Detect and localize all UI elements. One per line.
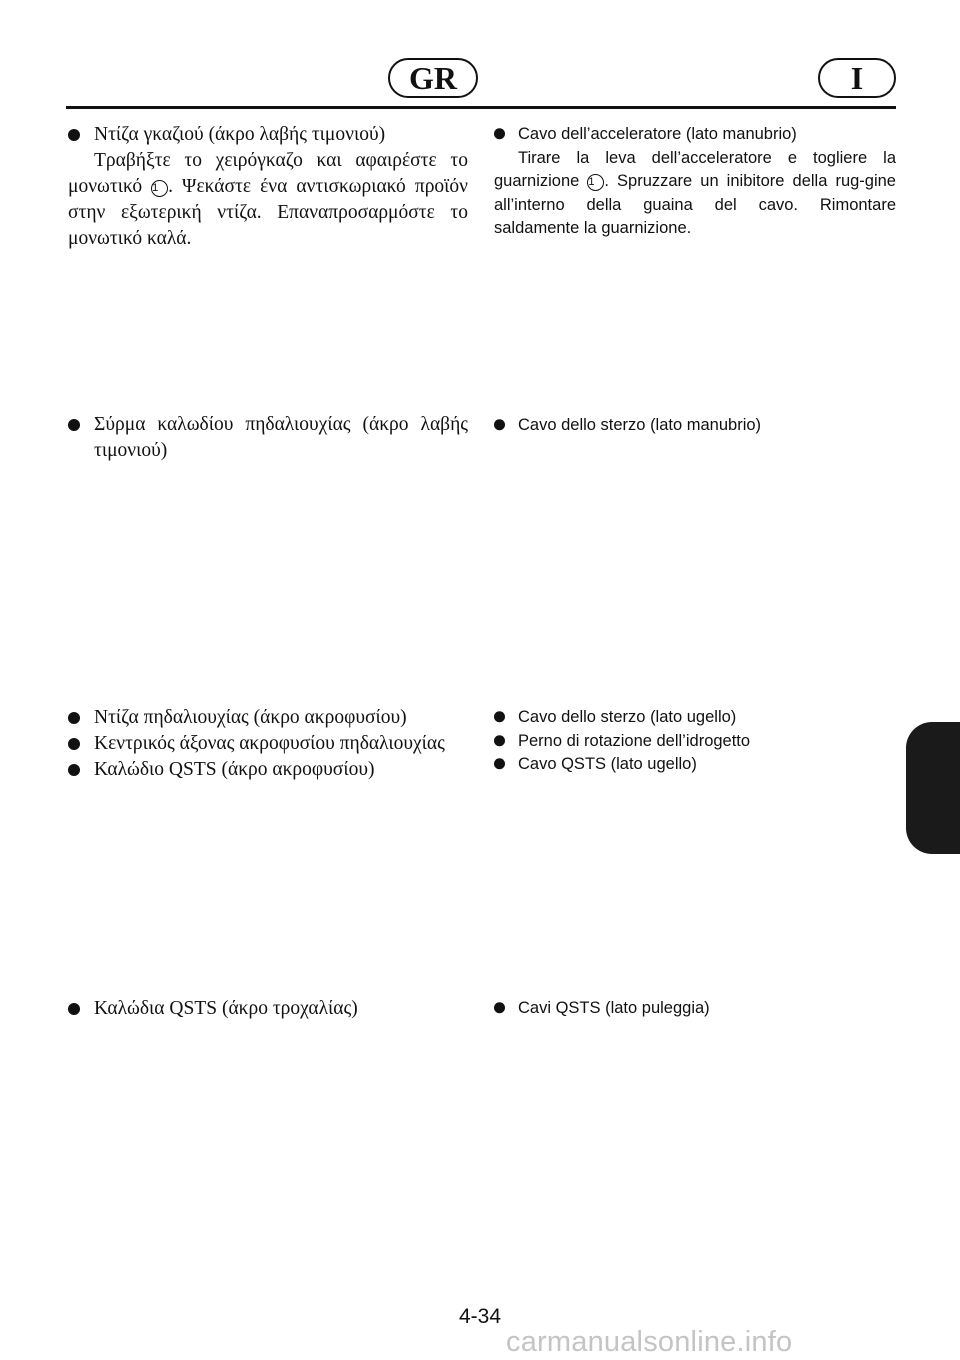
bullet-item	[494, 753, 896, 777]
bullet-text: Cavo dello sterzo (lato ugello)	[518, 708, 737, 726]
header-rule	[66, 106, 896, 109]
body-paragraph	[494, 147, 896, 241]
body-text: Τραβήξτε το χειρόγκαζο και αφαιρέστε το μονωτικό	[68, 150, 468, 197]
bullet-text: Cavi QSTS (lato puleggia)	[518, 999, 710, 1017]
section-3-greek	[68, 705, 468, 783]
bullet-text: Κεντρικός άξονας ακροφυσίου πηδαλιουχίας	[94, 733, 445, 754]
bullet-text: Σύρμα καλωδίου πηδαλιουχίας (άκρο λαβής τιμονιού)	[94, 414, 468, 461]
body-text: . Spruzzare un inibitore della rug-gine all’interno della guaina del cavo. Rimontare saldamente la guarnizione.	[494, 172, 896, 237]
bullet-icon	[494, 1003, 505, 1014]
bullet-item	[494, 706, 896, 730]
section-1-greek	[68, 122, 468, 252]
bullet-icon	[494, 712, 505, 723]
bullet-item	[494, 997, 896, 1021]
bullet-icon	[68, 129, 80, 141]
bullet-item	[68, 705, 468, 731]
language-badge-gr: GR	[388, 58, 478, 98]
bullet-text: Cavo dell’acceleratore (lato manubrio)	[518, 125, 797, 143]
bullet-item	[494, 123, 896, 147]
bullet-icon	[494, 420, 505, 431]
bullet-item	[68, 122, 468, 148]
callout-marker: 1	[151, 180, 168, 197]
bullet-icon	[68, 764, 80, 776]
chapter-thumb-tab	[906, 722, 960, 854]
section-1-italian	[494, 123, 896, 241]
section-2-greek	[68, 412, 468, 464]
bullet-icon	[68, 712, 80, 724]
bullet-icon	[494, 735, 505, 746]
bullet-item	[494, 730, 896, 754]
bullet-icon	[68, 419, 80, 431]
bullet-item	[68, 757, 468, 783]
bullet-text: Perno di rotazione dell’idrogetto	[518, 731, 751, 750]
watermark: carmanualsonline.info	[506, 1326, 793, 1358]
bullet-text: Cavo dello sterzo (lato manubrio)	[518, 416, 762, 434]
bullet-item	[68, 412, 468, 464]
bullet-icon	[494, 129, 505, 140]
bullet-item	[494, 414, 896, 438]
page-number: 4-34	[458, 1305, 502, 1328]
bullet-text: Cavo QSTS (lato ugello)	[518, 755, 697, 773]
bullet-text: Καλώδια QSTS (άκρο τροχαλίας)	[94, 998, 358, 1019]
bullet-item	[68, 996, 468, 1022]
bullet-text: Καλώδιο QSTS (άκρο ακροφυσίου)	[94, 759, 375, 780]
bullet-icon	[68, 738, 80, 750]
bullet-text: Ντίζα γκαζιού (άκρο λαβής τιμονιού)	[94, 124, 386, 145]
body-paragraph	[68, 148, 468, 252]
bullet-text: Ντίζα πηδαλιουχίας (άκρο ακροφυσίου)	[94, 707, 407, 728]
section-3-italian	[494, 706, 896, 777]
section-2-italian	[494, 414, 896, 438]
section-4-italian	[494, 997, 896, 1021]
bullet-icon	[68, 1003, 80, 1015]
body-text: Tirare la leva dell’acceleratore e togliere la guarnizione	[494, 148, 896, 190]
callout-marker: 1	[587, 174, 604, 191]
language-badge-i: I	[818, 58, 896, 98]
bullet-item	[68, 731, 468, 757]
body-text: . Ψεκάστε ένα αντισκωριακό προϊόν στην εξωτερική ντίζα. Επαναπροσαρμόστε το μονωτικό καλά.	[68, 176, 468, 249]
bullet-icon	[494, 759, 505, 770]
section-4-greek	[68, 996, 468, 1022]
